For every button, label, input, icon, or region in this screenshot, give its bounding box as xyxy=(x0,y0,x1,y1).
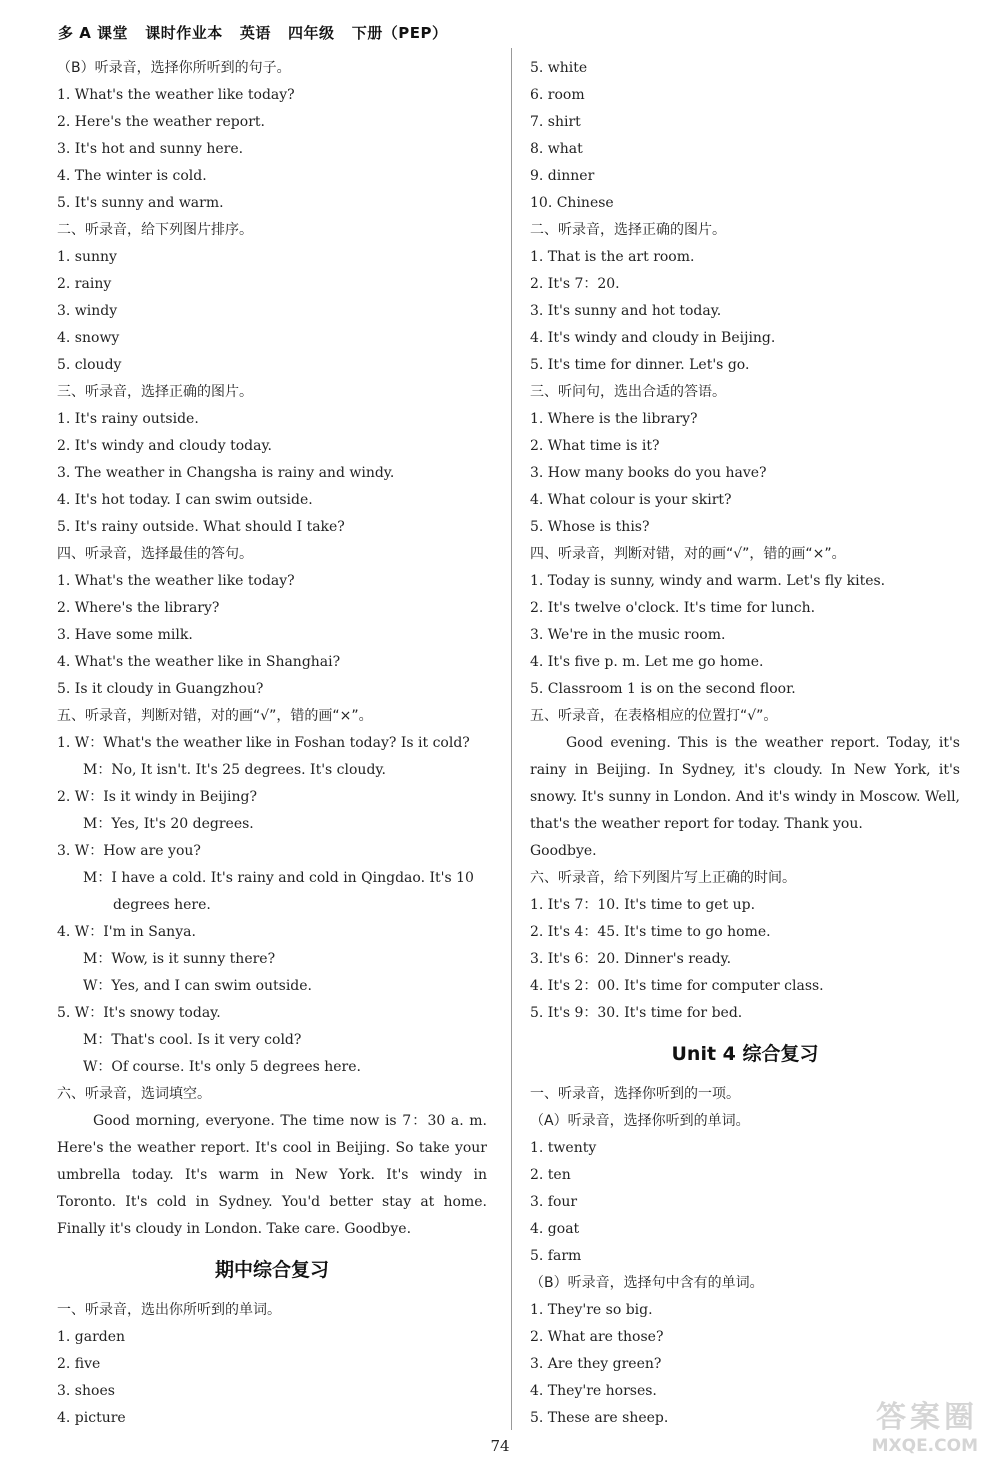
list-item: 2. Where's the library? xyxy=(57,600,220,616)
list-item: 2. rainy xyxy=(57,276,112,292)
list-item: 1. What's the weather like today? xyxy=(57,87,295,103)
watermark-logo xyxy=(828,1401,978,1463)
section-heading: 五、听录音，在表格相应的位置打“√”。 xyxy=(530,708,778,724)
list-item: 2. five xyxy=(57,1356,101,1372)
listening-passage: Good morning, everyone. The time now is 7：30 a. m. Here's the weather report. It's cool in Beijing. So take your umbrella today. It's warm in New York. It's windy in Toronto. It's cold in Sydney. You'd better stay at home. Finally it's cloudy in London. Take care. Goodbye. xyxy=(57,1113,487,1237)
section-heading: 四、听录音，选择最佳的答句。 xyxy=(57,546,253,562)
list-item: 5. It's 9：30. It's time for bed. xyxy=(530,1005,743,1021)
watermark-top: 答案圈 xyxy=(876,1400,978,1435)
section-heading: 五、听录音，判断对错，对的画“√”，错的画“×”。 xyxy=(57,708,373,724)
left-column xyxy=(57,55,487,1432)
list-item: 5. It's rainy outside. What should I take? xyxy=(57,519,345,535)
watermark-bottom: MXQE.COM xyxy=(871,1436,978,1456)
list-item: 5. These are sheep. xyxy=(530,1410,669,1426)
list-item: Goodbye. xyxy=(530,843,597,859)
dialogue-line: degrees here. xyxy=(113,897,211,913)
list-item: 5. cloudy xyxy=(57,357,122,373)
list-item: 1. sunny xyxy=(57,249,117,265)
list-item: 5. W：It's snowy today. xyxy=(57,1005,221,1021)
list-item: 1. W：What's the weather like in Foshan today? Is it cold? xyxy=(57,735,470,751)
list-item: 4. What colour is your skirt? xyxy=(530,492,732,508)
list-item: 5. farm xyxy=(530,1248,582,1264)
list-item: 3. It's sunny and hot today. xyxy=(530,303,722,319)
listening-passage: Good evening. This is the weather report. Today, it's rainy in Beijing. In Sydney, it's cloudy. In New York, it's snowy. It's sunny in London. And it's windy in Moscow. Well, that's the weather report for today. Thank you. xyxy=(530,735,960,832)
list-item: 2. What time is it? xyxy=(530,438,660,454)
list-item: 4. snowy xyxy=(57,330,120,346)
list-item: 1. They're so big. xyxy=(530,1302,653,1318)
list-item: 5. It's time for dinner. Let's go. xyxy=(530,357,750,373)
list-item: 1. twenty xyxy=(530,1140,597,1156)
section-heading: 一、听录音，选择你听到的一项。 xyxy=(530,1086,740,1102)
list-item: 2. ten xyxy=(530,1167,571,1183)
list-item: 6. room xyxy=(530,87,585,103)
list-item: 5. Is it cloudy in Guangzhou? xyxy=(57,681,264,697)
list-item: 3. W：How are you? xyxy=(57,843,201,859)
list-item: 5. white xyxy=(530,60,588,76)
list-item: 3. four xyxy=(530,1194,578,1210)
list-item: 9. dinner xyxy=(530,168,595,184)
dialogue-line: M：I have a cold. It's rainy and cold in Qingdao. It's 10 xyxy=(83,870,474,886)
dialogue-line: M：Wow, is it sunny there? xyxy=(83,951,276,967)
list-item: 1. It's rainy outside. xyxy=(57,411,199,427)
list-item: 10. Chinese xyxy=(530,195,614,211)
list-item: 4. goat xyxy=(530,1221,580,1237)
list-item: 2. W：Is it windy in Beijing? xyxy=(57,789,258,805)
list-item: 5. It's sunny and warm. xyxy=(57,195,224,211)
list-item: 2. What are those? xyxy=(530,1329,664,1345)
list-item: 1. Today is sunny, windy and warm. Let's fly kites. xyxy=(530,573,886,589)
list-item: 2. It's 4：45. It's time to go home. xyxy=(530,924,771,940)
list-item: 2. It's twelve o'clock. It's time for lunch. xyxy=(530,600,816,616)
section-heading: 二、听录音，选择正确的图片。 xyxy=(530,222,726,238)
dialogue-line: W：Yes, and I can swim outside. xyxy=(83,978,312,994)
list-item: 4. W：I'm in Sanya. xyxy=(57,924,196,940)
list-item: 7. shirt xyxy=(530,114,581,130)
list-item: 4. It's 2：00. It's time for computer class. xyxy=(530,978,824,994)
section-heading: 六、听录音，选词填空。 xyxy=(57,1086,211,1102)
dialogue-line: M：That's cool. Is it very cold? xyxy=(83,1032,302,1048)
list-item: 1. It's 7：10. It's time to get up. xyxy=(530,897,756,913)
list-item: 5. Whose is this? xyxy=(530,519,650,535)
list-item: 4. The winter is cold. xyxy=(57,168,207,184)
list-item: 3. windy xyxy=(57,303,118,319)
list-item: 1. That is the art room. xyxy=(530,249,695,265)
list-item: 3. shoes xyxy=(57,1383,115,1399)
list-item: 1. Where is the library? xyxy=(530,411,698,427)
list-item: 2. It's 7：20. xyxy=(530,276,620,292)
list-item: 2. It's windy and cloudy today. xyxy=(57,438,272,454)
list-item: 4. It's windy and cloudy in Beijing. xyxy=(530,330,776,346)
dialogue-line: M：No, It isn't. It's 25 degrees. It's cloudy. xyxy=(83,762,386,778)
column-divider xyxy=(511,48,512,1430)
section-heading: 六、听录音，给下列图片写上正确的时间。 xyxy=(530,870,796,886)
right-column xyxy=(530,55,960,1432)
page-header: 多 A 课堂 课时作业本 英语 四年级 下册（PEP） xyxy=(58,24,448,42)
list-item: 8. what xyxy=(530,141,583,157)
list-item: 3. How many books do you have? xyxy=(530,465,767,481)
section-heading: （B）听录音，选择句中含有的单词。 xyxy=(530,1275,764,1291)
chapter-title: Unit 4 综合复习 xyxy=(671,1043,819,1065)
list-item: 1. garden xyxy=(57,1329,126,1345)
list-item: 3. It's 6：20. Dinner's ready. xyxy=(530,951,732,967)
list-item: 3. The weather in Changsha is rainy and windy. xyxy=(57,465,395,481)
list-item: 1. What's the weather like today? xyxy=(57,573,295,589)
chapter-title: 期中综合复习 xyxy=(214,1259,329,1281)
list-item: 3. It's hot and sunny here. xyxy=(57,141,244,157)
section-heading: 一、听录音，选出你所听到的单词。 xyxy=(57,1302,281,1318)
dialogue-line: W：Of course. It's only 5 degrees here. xyxy=(83,1059,361,1075)
list-item: 3. We're in the music room. xyxy=(530,627,726,643)
dialogue-line: M：Yes, It's 20 degrees. xyxy=(83,816,254,832)
section-heading: 三、听问句，选出合适的答语。 xyxy=(530,384,726,400)
section-heading: （B）听录音，选择你所听到的句子。 xyxy=(57,60,291,76)
section-heading: 三、听录音，选择正确的图片。 xyxy=(57,384,253,400)
list-item: 4. What's the weather like in Shanghai? xyxy=(57,654,341,670)
list-item: 4. picture xyxy=(57,1410,126,1426)
list-item: 2. Here's the weather report. xyxy=(57,114,265,130)
section-heading: （A）听录音，选择你听到的单词。 xyxy=(530,1113,750,1129)
list-item: 3. Have some milk. xyxy=(57,627,193,643)
list-item: 5. Classroom 1 is on the second floor. xyxy=(530,681,796,697)
section-heading: 二、听录音，给下列图片排序。 xyxy=(57,222,253,238)
section-heading: 四、听录音，判断对错，对的画“√”，错的画“×”。 xyxy=(530,546,846,562)
list-item: 4. They're horses. xyxy=(530,1383,657,1399)
list-item: 3. Are they green? xyxy=(530,1356,662,1372)
list-item: 4. It's five p. m. Let me go home. xyxy=(530,654,764,670)
list-item: 4. It's hot today. I can swim outside. xyxy=(57,492,313,508)
page-number: 74 xyxy=(490,1437,510,1455)
